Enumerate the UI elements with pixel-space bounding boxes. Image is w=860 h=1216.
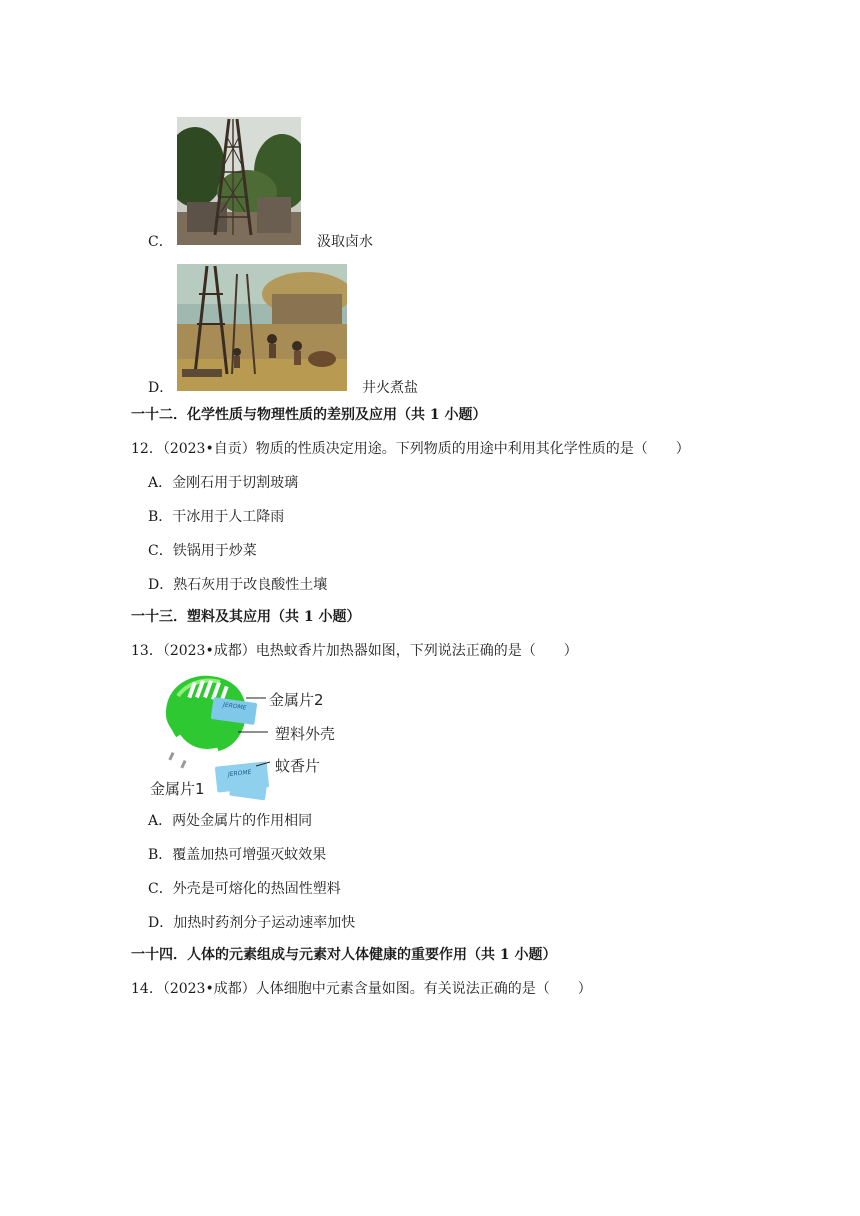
question-12-option-c: C．铁锅用于炒菜	[148, 543, 257, 559]
question-13-option-a: A．两处金属片的作用相同	[148, 813, 313, 829]
mat-print-bottom: JEROME	[227, 768, 252, 779]
label-mosquito-mat: 蚊香片	[275, 757, 321, 775]
question-12-option-a: A．金刚石用于切割玻璃	[148, 475, 299, 491]
question-13-option-b: B．覆盖加热可增强灭蚊效果	[148, 847, 327, 863]
brine-derrick-photo	[177, 117, 301, 245]
option-d-letter: D．	[148, 380, 174, 396]
question-13-stem: 13．（2023•成都）电热蚊香片加热器如图，下列说法正确的是（ ）	[131, 643, 578, 659]
label-plastic-shell: 塑料外壳	[275, 725, 336, 743]
label-metal-sheet-2: 金属片2	[269, 691, 324, 709]
question-13-option-c: C．外壳是可熔化的热固性塑料	[148, 881, 341, 897]
question-12-option-b: B．干冰用于人工降雨	[148, 509, 285, 525]
section-13-title: 一十三．塑料及其应用（共 1 小题）	[131, 609, 361, 625]
question-13-option-d: D．加热时药剂分子运动速率加快	[148, 915, 356, 931]
label-metal-sheet-1: 金属片1	[150, 780, 205, 798]
question-12-stem: 12．（2023•自贡）物质的性质决定用途。下列物质的用途中利用其化学性质的是（ ）	[131, 441, 690, 457]
mat-print-top: JEROME	[222, 701, 247, 712]
option-c-caption: 汲取卤水	[317, 234, 373, 250]
mosquito-heater-figure	[148, 672, 348, 800]
option-d-caption: 井火煮盐	[362, 380, 418, 396]
question-12-option-d: D．熟石灰用于改良酸性土壤	[148, 577, 328, 593]
section-14-title: 一十四．人体的元素组成与元素对人体健康的重要作用（共 1 小题）	[131, 947, 557, 963]
section-12-title: 一十二．化学性质与物理性质的差别及应用（共 1 小题）	[131, 407, 487, 423]
well-fire-salt-illustration	[177, 264, 347, 391]
option-c-letter: C．	[148, 234, 173, 250]
question-14-stem: 14．（2023•成都）人体细胞中元素含量如图。有关说法正确的是（ ）	[131, 981, 592, 997]
